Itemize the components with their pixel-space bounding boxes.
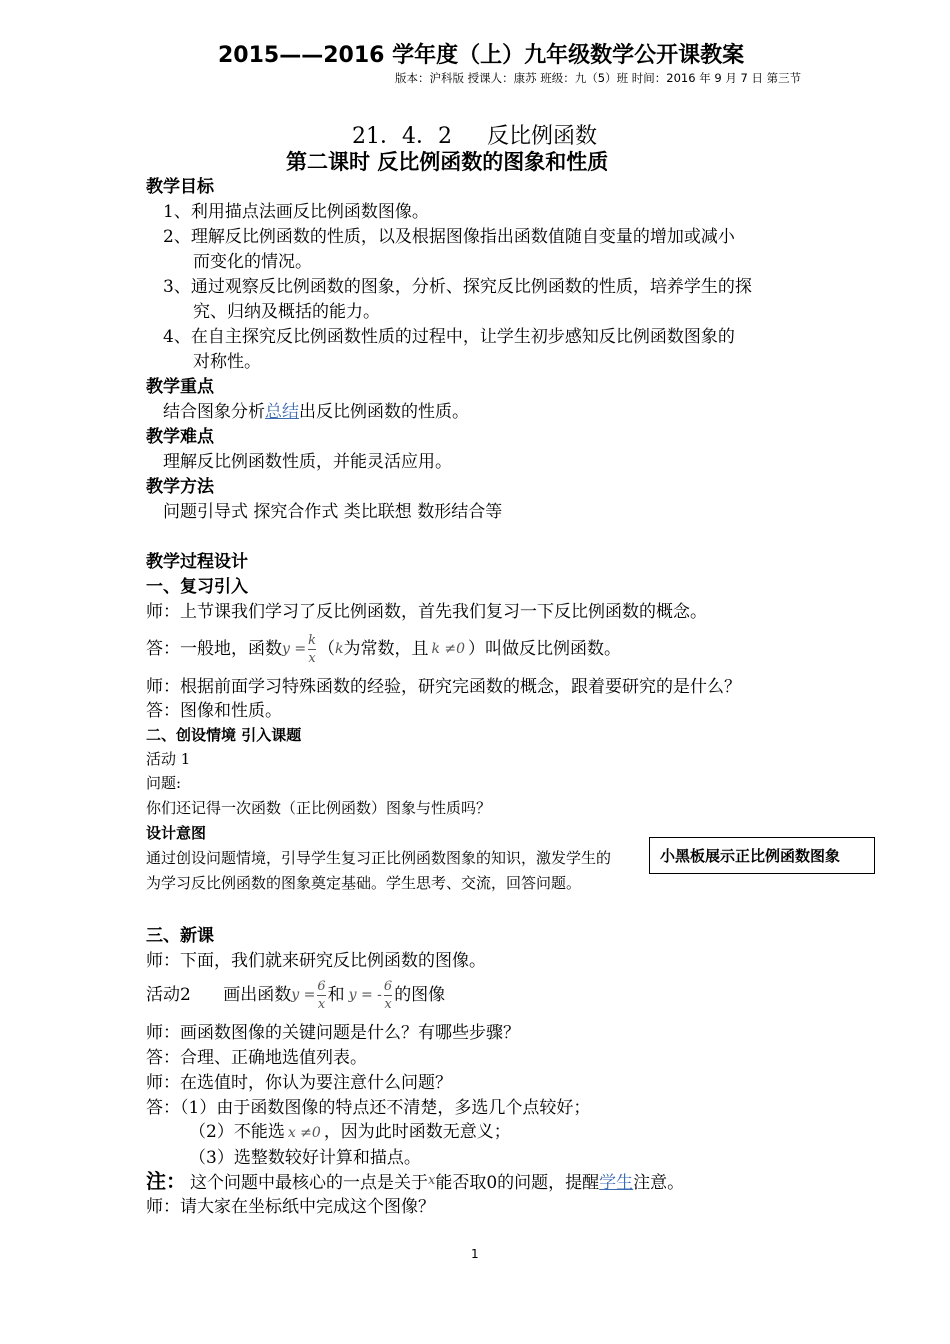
activity-2: [146, 974, 445, 1016]
lesson-subtitle: 第二课时 反比例函数的图象和性质: [286, 150, 609, 174]
document-meta: 版本：沪科版 授课人：康苏 班级：九（5）班 时间：2016 年 9 月 7 日 第三节: [395, 71, 802, 85]
design-text: 通过创设问题情境，引导学生复习正比例函数图象的知识，激发学生的: [146, 849, 612, 867]
section-context: 二、创设情境 引入课题: [146, 726, 302, 744]
goal-item: 而变化的情况。: [193, 252, 312, 272]
fraction-denominator: x: [384, 996, 392, 1012]
math-y-eq-neg: y = -: [348, 987, 382, 1003]
design-heading: 设计意图: [146, 824, 207, 842]
keypoint-post: 出反比例函数的性质。: [299, 402, 469, 422]
note-label: 注：: [146, 1169, 186, 1193]
fraction-denominator: x: [308, 650, 316, 666]
answer-mid: 为常数，且: [343, 639, 429, 659]
note-link[interactable]: 学生: [599, 1173, 634, 1193]
fraction-numerator: 6: [383, 978, 393, 994]
answer-pre: 答：一般地，函数: [146, 639, 282, 659]
process-heading: 教学过程设计: [146, 552, 248, 572]
fraction-numerator: 6: [317, 978, 326, 994]
answer-post: ）叫做反比例函数。: [468, 639, 622, 659]
teacher-line: 师：下面，我们就来研究反比例函数的图像。: [146, 951, 486, 971]
note-line: [146, 1170, 684, 1196]
answer-pre: （2）不能选: [189, 1122, 285, 1142]
note-post: 注意。: [633, 1173, 685, 1193]
blackboard-note-box: [649, 837, 875, 874]
lesson-number-and-topic: [352, 123, 597, 151]
math-k-neq-0: k ≠0: [431, 641, 466, 657]
math-y-eq: y =: [291, 987, 316, 1003]
fraction-numerator: k: [308, 632, 316, 648]
section-review: 一、复习引入: [146, 577, 248, 597]
keypoint-link[interactable]: 总结: [265, 402, 299, 422]
teacher-line: 师：画函数图像的关键问题是什么？有哪些步骤？: [146, 1023, 520, 1043]
activity-2-post: 的图像: [394, 985, 446, 1005]
activity-2-pre: 活动2 画出函数: [146, 985, 292, 1005]
goal-item: 4、在自主探究反比例函数性质的过程中，让学生初步感知反比例函数图象的: [163, 327, 735, 347]
math-x: x: [428, 1173, 436, 1188]
page-number: 1: [471, 1247, 479, 1261]
math-x-neq-0: x ≠0: [287, 1125, 321, 1141]
lesson-topic: 反比例函数: [486, 124, 597, 149]
answer-definition: [146, 628, 621, 670]
answer-paren: （: [317, 639, 335, 659]
goal-item: 1、利用描点法画反比例函数图像。: [163, 202, 429, 222]
document-title: 2015——2016 学年度（上）九年级数学公开课教案: [218, 43, 745, 68]
fraction-denominator: x: [317, 996, 326, 1012]
math-k: k: [334, 641, 344, 657]
teacher-line: 师：请大家在坐标纸中完成这个图像？: [146, 1197, 435, 1217]
note-pre: 这个问题中最核心的一点是关于: [190, 1173, 428, 1193]
goal-item: 究、归纳及概括的能力。: [193, 302, 380, 322]
teacher-line: 师：根据前面学习特殊函数的经验，研究完函数的概念，跟着要研究的是什么？: [146, 677, 741, 697]
answer-line: 答：（1）由于函数图像的特点还不清楚，多选几个点较好；: [146, 1098, 591, 1118]
answer-line: 答：合理、正确地选值列表。: [146, 1048, 367, 1068]
design-text: 为学习反比例函数的图象奠定基础。学生思考、交流，回答问题。: [146, 874, 582, 892]
activity-2-and: 和: [327, 985, 345, 1005]
keypoint-pre: 结合图象分析: [163, 402, 265, 422]
math-y-eq: y =: [282, 641, 307, 657]
section-new-lesson: 三、新课: [146, 926, 214, 946]
blackboard-note-text: 小黑板展示正比例函数图象: [660, 847, 841, 865]
activity-1: 活动 1: [146, 750, 191, 768]
answer-post: ，因为此时函数无意义；: [323, 1122, 511, 1142]
fraction-k-over-x: [308, 633, 316, 666]
goal-item: 2、理解反比例函数的性质，以及根据图像指出函数值随自变量的增加或减小: [163, 227, 735, 247]
lesson-number: 21．4．2: [352, 124, 452, 149]
keypoint-heading: 教学重点: [146, 377, 214, 397]
keypoint-text: [163, 401, 469, 423]
answer-line: （3）选整数较好计算和描点。: [189, 1148, 421, 1168]
answer-line: [189, 1121, 511, 1144]
question-text: 你们还记得一次函数（正比例函数）图象与性质吗？: [146, 799, 492, 817]
fraction-6-over-x: [317, 979, 325, 1012]
difficulty-text: 理解反比例函数性质，并能灵活应用。: [163, 452, 452, 472]
fraction-neg-6-over-x: [384, 979, 392, 1012]
answer-line: 答：图像和性质。: [146, 701, 282, 721]
difficulty-heading: 教学难点: [146, 427, 214, 447]
method-heading: 教学方法: [146, 477, 214, 497]
teacher-line: 师：在选值时，你认为要注意什么问题？: [146, 1073, 452, 1093]
goals-heading: 教学目标: [146, 177, 214, 197]
method-text: 问题引导式 探究合作式 类比联想 数形结合等: [163, 502, 503, 522]
note-mid: 能否取0的问题，提醒: [435, 1173, 600, 1193]
teacher-line: 师：上节课我们学习了反比例函数，首先我们复习一下反比例函数的概念。: [146, 602, 707, 622]
goal-item: 对称性。: [193, 352, 261, 372]
goal-item: 3、通过观察反比例函数的图象，分析、探究反比例函数的性质，培养学生的探: [163, 277, 752, 297]
question-label: 问题:: [146, 774, 182, 792]
